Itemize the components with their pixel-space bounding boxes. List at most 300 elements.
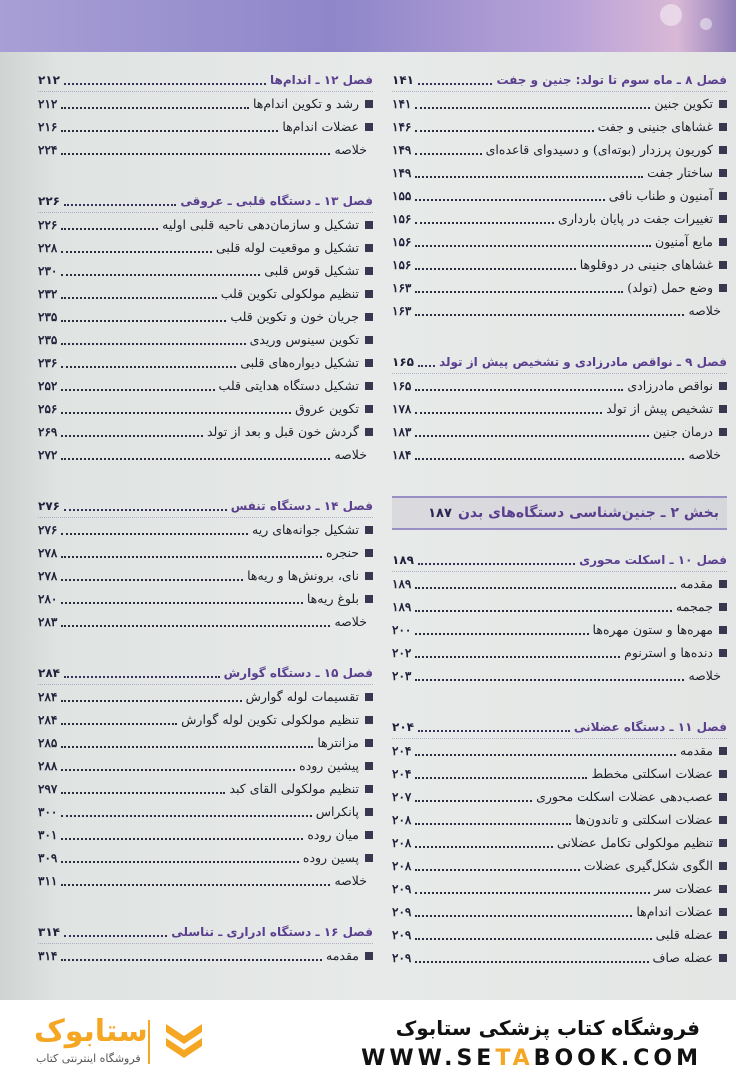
square-bullet-icon bbox=[365, 808, 373, 816]
toc-entry[interactable] bbox=[392, 923, 727, 946]
toc-entry[interactable] bbox=[38, 305, 373, 328]
entry-page-number: ۱۵۵ bbox=[392, 188, 412, 203]
leader-dots bbox=[61, 404, 291, 414]
chapter-page-number: ۱۴۱ bbox=[392, 72, 414, 87]
entry-page-number: ۲۸۸ bbox=[38, 758, 58, 773]
leader-dots bbox=[61, 617, 330, 627]
logo-wordmark: ستابوک bbox=[34, 1014, 148, 1049]
square-bullet-icon bbox=[719, 169, 727, 177]
square-bullet-icon bbox=[365, 244, 373, 252]
entry-page-number: ۳۰۱ bbox=[38, 827, 58, 842]
entry-label: دنده‌ها و استرنوم bbox=[624, 645, 713, 660]
square-bullet-icon bbox=[719, 238, 727, 246]
square-bullet-icon bbox=[719, 793, 727, 801]
entry-page-number: ۲۳۰ bbox=[38, 263, 58, 278]
setabook-logo-icon bbox=[162, 1018, 206, 1066]
entry-page-number: ۲۸۴ bbox=[38, 689, 58, 704]
toc-entry[interactable] bbox=[38, 731, 373, 754]
square-bullet-icon bbox=[365, 572, 373, 580]
toc-entry[interactable] bbox=[38, 518, 373, 541]
entry-label: کوریون پرزدار (بوته‌ای) و دسیدوای قاعده‌ای bbox=[485, 142, 713, 157]
leader-dots bbox=[61, 548, 322, 558]
toc-chapter bbox=[392, 70, 727, 322]
entry-page-number: ۲۰۹ bbox=[392, 904, 412, 919]
toc-chapter bbox=[392, 717, 727, 969]
chapter-title: فصل ۱۱ ـ دستگاه عضلانی bbox=[573, 719, 727, 734]
leader-dots bbox=[61, 427, 203, 437]
toc-chapter bbox=[38, 496, 373, 633]
entry-label: خلاصه bbox=[334, 447, 367, 462]
entry-label: الگوی شکل‌گیری عضلات bbox=[583, 858, 713, 873]
entry-page-number: ۲۸۳ bbox=[38, 614, 58, 629]
square-bullet-icon bbox=[365, 313, 373, 321]
square-bullet-icon bbox=[719, 405, 727, 413]
leader-dots bbox=[415, 306, 684, 316]
leader-dots bbox=[415, 625, 588, 635]
toc-entry[interactable] bbox=[392, 299, 727, 322]
square-bullet-icon bbox=[719, 261, 727, 269]
toc-entry[interactable] bbox=[38, 610, 373, 633]
entry-page-number: ۲۶۹ bbox=[38, 424, 58, 439]
leader-dots bbox=[64, 501, 227, 511]
chapter-page-number: ۲۷۶ bbox=[38, 498, 60, 513]
chapter-heading[interactable] bbox=[392, 70, 727, 92]
entry-label: آمنیون و طناب نافی bbox=[608, 188, 713, 203]
leader-dots bbox=[415, 861, 580, 871]
entry-label: عضله قلبی bbox=[655, 927, 713, 942]
entry-label: عضلات اندام‌ها bbox=[636, 904, 713, 919]
leader-dots bbox=[61, 876, 330, 886]
chapter-title: فصل ۱۴ ـ دستگاه تنفس bbox=[230, 498, 373, 513]
toc-entry[interactable] bbox=[38, 708, 373, 731]
leader-dots bbox=[61, 692, 241, 702]
toc-entry[interactable] bbox=[392, 900, 727, 923]
entry-page-number: ۲۹۷ bbox=[38, 781, 58, 796]
toc-entry[interactable] bbox=[392, 664, 727, 687]
square-bullet-icon bbox=[719, 954, 727, 962]
toc-entry[interactable] bbox=[392, 138, 727, 161]
square-bullet-icon bbox=[719, 146, 727, 154]
square-bullet-icon bbox=[365, 290, 373, 298]
leader-dots bbox=[61, 571, 243, 581]
leader-dots bbox=[415, 381, 623, 391]
square-bullet-icon bbox=[365, 100, 373, 108]
toc-entry[interactable] bbox=[392, 877, 727, 900]
entry-label: بلوغ ریه‌ها bbox=[306, 591, 359, 606]
leader-dots bbox=[61, 807, 311, 817]
entry-label: تشکیل و سازمان‌دهی ناحیه قلبی اولیه bbox=[162, 217, 359, 232]
store-url[interactable] bbox=[361, 1046, 702, 1071]
toc-entry[interactable] bbox=[38, 236, 373, 259]
leader-dots bbox=[418, 722, 570, 732]
toc-entry[interactable] bbox=[38, 754, 373, 777]
entry-page-number: ۱۴۶ bbox=[392, 119, 412, 134]
toc-entry[interactable] bbox=[38, 869, 373, 892]
toc-entry[interactable] bbox=[392, 420, 727, 443]
toc-entry[interactable] bbox=[392, 374, 727, 397]
entry-label: عضله صاف bbox=[652, 950, 713, 965]
leader-dots bbox=[415, 648, 620, 658]
toc-chapter bbox=[38, 922, 373, 967]
leader-dots bbox=[415, 953, 648, 963]
entry-label: جمجمه bbox=[676, 599, 713, 614]
entry-label: تنظیم مولکولی تکوین لوله گوارش bbox=[181, 712, 359, 727]
entry-page-number: ۱۶۵ bbox=[392, 378, 412, 393]
entry-page-number: ۲۳۵ bbox=[38, 332, 58, 347]
square-bullet-icon bbox=[719, 215, 727, 223]
square-bullet-icon bbox=[719, 192, 727, 200]
toc-chapter bbox=[392, 550, 727, 687]
leader-dots bbox=[61, 525, 248, 535]
part-title: بخش ۲ ـ جنین‌شناسی دستگاه‌های بدن bbox=[457, 505, 719, 521]
leader-dots bbox=[61, 358, 236, 368]
entry-page-number: ۲۰۴ bbox=[392, 743, 412, 758]
entry-label: پسین روده bbox=[302, 850, 359, 865]
entry-label: مهره‌ها و ستون مهره‌ها bbox=[592, 622, 713, 637]
entry-label: حنجره bbox=[325, 545, 359, 560]
entry-page-number: ۱۸۴ bbox=[392, 447, 412, 462]
leader-dots bbox=[61, 99, 249, 109]
chapter-title: فصل ۱۳ ـ دستگاه قلبی ـ عروقی bbox=[180, 193, 373, 208]
entry-page-number: ۲۷۲ bbox=[38, 447, 58, 462]
store-name: فروشگاه کتاب پزشکی ستابوک bbox=[395, 1016, 700, 1040]
url-part: BOOK.COM bbox=[533, 1046, 702, 1071]
entry-label: پانکراس bbox=[315, 804, 359, 819]
square-bullet-icon bbox=[365, 762, 373, 770]
leader-dots bbox=[64, 196, 176, 206]
toc-entry[interactable] bbox=[38, 92, 373, 115]
chapter-title: فصل ۱۵ ـ دستگاه گوارش bbox=[223, 665, 373, 680]
entry-label: میان روده bbox=[307, 827, 359, 842]
entry-label: مقدمه bbox=[680, 576, 713, 591]
square-bullet-icon bbox=[719, 816, 727, 824]
toc-entry[interactable] bbox=[392, 595, 727, 618]
entry-page-number: ۲۷۶ bbox=[38, 522, 58, 537]
entry-label: تقسیمات لوله گوارش bbox=[245, 689, 359, 704]
leader-dots bbox=[61, 951, 322, 961]
square-bullet-icon bbox=[719, 862, 727, 870]
entry-label: تنظیم مولکولی القای کبد bbox=[229, 781, 359, 796]
square-bullet-icon bbox=[719, 284, 727, 292]
square-bullet-icon bbox=[719, 123, 727, 131]
entry-page-number: ۲۸۵ bbox=[38, 735, 58, 750]
toc-entry[interactable] bbox=[392, 207, 727, 230]
leader-dots bbox=[61, 220, 158, 230]
square-bullet-icon bbox=[719, 603, 727, 611]
leader-dots bbox=[415, 792, 532, 802]
toc-right-column bbox=[392, 70, 727, 999]
toc-chapter bbox=[38, 191, 373, 466]
page-top-band bbox=[0, 0, 736, 52]
entry-page-number: ۱۴۹ bbox=[392, 165, 412, 180]
leader-dots bbox=[415, 122, 593, 132]
toc-entry[interactable] bbox=[38, 397, 373, 420]
leader-dots bbox=[415, 746, 676, 756]
toc-entry[interactable] bbox=[38, 282, 373, 305]
entry-label: گردش خون قبل و بعد از تولد bbox=[206, 424, 359, 439]
entry-label: خلاصه bbox=[688, 447, 721, 462]
entry-page-number: ۳۰۹ bbox=[38, 850, 58, 865]
entry-label: خلاصه bbox=[334, 614, 367, 629]
chapter-page-number: ۲۸۴ bbox=[38, 665, 60, 680]
entry-label: جریان خون و تکوین قلب bbox=[230, 309, 359, 324]
entry-page-number: ۲۰۷ bbox=[392, 789, 412, 804]
toc-entry[interactable] bbox=[392, 785, 727, 808]
leader-dots bbox=[61, 853, 299, 863]
entry-page-number: ۲۲۸ bbox=[38, 240, 58, 255]
toc-entry[interactable] bbox=[392, 831, 727, 854]
part-page-number: ۱۸۷ bbox=[428, 505, 452, 521]
square-bullet-icon bbox=[365, 831, 373, 839]
chapter-title: فصل ۸ ـ ماه سوم تا تولد: جنین و جفت bbox=[496, 72, 727, 87]
entry-page-number: ۱۶۳ bbox=[392, 280, 412, 295]
square-bullet-icon bbox=[719, 885, 727, 893]
entry-label: تشکیل دیواره‌های قلبی bbox=[240, 355, 359, 370]
square-bullet-icon bbox=[365, 785, 373, 793]
square-bullet-icon bbox=[719, 839, 727, 847]
entry-page-number: ۲۰۰ bbox=[392, 622, 412, 637]
chapter-page-number: ۲۲۶ bbox=[38, 193, 60, 208]
leader-dots bbox=[415, 237, 651, 247]
leader-dots bbox=[415, 907, 632, 917]
square-bullet-icon bbox=[719, 747, 727, 755]
toc-entry[interactable] bbox=[38, 777, 373, 800]
toc-entry[interactable] bbox=[392, 739, 727, 762]
square-bullet-icon bbox=[719, 626, 727, 634]
toc-entry[interactable] bbox=[392, 618, 727, 641]
entry-label: نای، برونش‌ها و ریه‌ها bbox=[247, 568, 359, 583]
entry-label: تغییرات جفت در پایان بارداری bbox=[558, 211, 713, 226]
toc-entry[interactable] bbox=[38, 823, 373, 846]
chapter-heading[interactable] bbox=[38, 191, 373, 213]
entry-page-number: ۱۵۶ bbox=[392, 211, 412, 226]
leader-dots bbox=[418, 75, 492, 85]
entry-label: خلاصه bbox=[334, 142, 367, 157]
toc-entry[interactable] bbox=[392, 641, 727, 664]
toc-left-column bbox=[38, 70, 373, 997]
chapter-page-number: ۲۰۴ bbox=[392, 719, 414, 734]
toc-entry[interactable] bbox=[38, 541, 373, 564]
square-bullet-icon bbox=[365, 267, 373, 275]
toc-entry[interactable] bbox=[38, 374, 373, 397]
toc-entry[interactable] bbox=[38, 944, 373, 967]
leader-dots bbox=[415, 145, 481, 155]
toc-entry[interactable] bbox=[38, 328, 373, 351]
entry-page-number: ۲۰۸ bbox=[392, 835, 412, 850]
leader-dots bbox=[61, 381, 214, 391]
toc-entry[interactable] bbox=[392, 230, 727, 253]
leader-dots bbox=[415, 930, 651, 940]
entry-page-number: ۲۵۲ bbox=[38, 378, 58, 393]
toc-entry[interactable] bbox=[392, 276, 727, 299]
entry-page-number: ۱۶۳ bbox=[392, 303, 412, 318]
leader-dots bbox=[415, 838, 553, 848]
leader-dots bbox=[61, 335, 245, 345]
leader-dots bbox=[415, 602, 672, 612]
leader-dots bbox=[61, 738, 313, 748]
leader-dots bbox=[415, 671, 684, 681]
toc-entry[interactable] bbox=[392, 161, 727, 184]
entry-label: عضلات اسکلتی و تاندون‌ها bbox=[575, 812, 713, 827]
chapter-title: فصل ۱۲ ـ اندام‌ها bbox=[270, 72, 373, 87]
toc-entry[interactable] bbox=[38, 213, 373, 236]
entry-label: مقدمه bbox=[326, 948, 359, 963]
leader-dots bbox=[415, 769, 587, 779]
leader-dots bbox=[64, 75, 266, 85]
entry-label: عصب‌دهی عضلات اسکلت محوری bbox=[536, 789, 713, 804]
toc-entry[interactable] bbox=[38, 846, 373, 869]
chapter-heading[interactable] bbox=[392, 550, 727, 572]
entry-label: رشد و تکوین اندام‌ها bbox=[253, 96, 359, 111]
entry-page-number: ۲۲۶ bbox=[38, 217, 58, 232]
leader-dots bbox=[64, 668, 220, 678]
chapter-heading[interactable] bbox=[38, 70, 373, 92]
toc-entry[interactable] bbox=[38, 259, 373, 282]
toc-chapter bbox=[392, 352, 727, 466]
entry-page-number: ۲۰۸ bbox=[392, 812, 412, 827]
square-bullet-icon bbox=[365, 405, 373, 413]
leader-dots bbox=[418, 555, 575, 565]
chapter-heading[interactable] bbox=[38, 496, 373, 518]
square-bullet-icon bbox=[719, 580, 727, 588]
leader-dots bbox=[415, 427, 649, 437]
entry-label: تشکیل دستگاه هدایتی قلب bbox=[218, 378, 359, 393]
square-bullet-icon bbox=[719, 649, 727, 657]
toc-entry[interactable] bbox=[38, 587, 373, 610]
toc-entry[interactable] bbox=[38, 138, 373, 161]
entry-page-number: ۲۷۸ bbox=[38, 545, 58, 560]
toc-entry[interactable] bbox=[38, 564, 373, 587]
entry-label: تکوین سینوس وریدی bbox=[249, 332, 359, 347]
toc-entry[interactable] bbox=[392, 946, 727, 969]
square-bullet-icon bbox=[719, 931, 727, 939]
entry-page-number: ۱۸۳ bbox=[392, 424, 412, 439]
logo-subtitle: فروشگاه اینترنتی کتاب bbox=[36, 1052, 141, 1065]
chapter-title: فصل ۱۶ ـ دستگاه ادراری ـ تناسلی bbox=[171, 924, 373, 939]
chapter-heading[interactable] bbox=[38, 663, 373, 685]
leader-dots bbox=[64, 927, 167, 937]
entry-label: مقدمه bbox=[680, 743, 713, 758]
entry-page-number: ۱۸۹ bbox=[392, 599, 412, 614]
toc-entry[interactable] bbox=[38, 685, 373, 708]
square-bullet-icon bbox=[365, 716, 373, 724]
entry-label: تشکیل و موقعیت لوله قلبی bbox=[216, 240, 359, 255]
square-bullet-icon bbox=[719, 100, 727, 108]
entry-page-number: ۲۳۲ bbox=[38, 286, 58, 301]
leader-dots bbox=[415, 815, 571, 825]
entry-page-number: ۲۰۹ bbox=[392, 881, 412, 896]
leader-dots bbox=[415, 191, 604, 201]
toc-entry[interactable] bbox=[392, 184, 727, 207]
toc-entry[interactable] bbox=[38, 115, 373, 138]
logo-divider bbox=[148, 1020, 150, 1064]
toc-chapter bbox=[38, 70, 373, 161]
toc-entry[interactable] bbox=[392, 253, 727, 276]
leader-dots bbox=[61, 830, 303, 840]
leader-dots bbox=[415, 579, 676, 589]
entry-label: نواقص مادرزادی bbox=[627, 378, 713, 393]
square-bullet-icon bbox=[365, 854, 373, 862]
square-bullet-icon bbox=[365, 595, 373, 603]
entry-label: عضلات اسکلتی مخطط bbox=[591, 766, 713, 781]
chapter-title: فصل ۹ ـ نواقص مادرزادی و تشخیص پیش از تولد bbox=[439, 354, 727, 369]
toc-entry[interactable] bbox=[392, 443, 727, 466]
entry-label: درمان جنین bbox=[652, 424, 713, 439]
entry-page-number: ۲۰۹ bbox=[392, 950, 412, 965]
leader-dots bbox=[61, 715, 177, 725]
toc-entry[interactable] bbox=[392, 92, 727, 115]
entry-label: پیشین روده bbox=[299, 758, 359, 773]
chapter-heading[interactable] bbox=[38, 922, 373, 944]
entry-label: تشکیل قوس قلبی bbox=[264, 263, 359, 278]
toc-entry[interactable] bbox=[392, 854, 727, 877]
square-bullet-icon bbox=[719, 428, 727, 436]
toc-entry[interactable] bbox=[392, 572, 727, 595]
entry-page-number: ۱۵۶ bbox=[392, 257, 412, 272]
toc-entry[interactable] bbox=[38, 351, 373, 374]
entry-page-number: ۳۱۴ bbox=[38, 948, 58, 963]
leader-dots bbox=[415, 884, 650, 894]
leader-dots bbox=[418, 357, 435, 367]
entry-page-number: ۲۸۴ bbox=[38, 712, 58, 727]
leader-dots bbox=[61, 450, 330, 460]
entry-label: تشکیل جوانه‌های ریه bbox=[252, 522, 359, 537]
entry-label: خلاصه bbox=[688, 668, 721, 683]
toc-entry[interactable] bbox=[392, 808, 727, 831]
toc-entry[interactable] bbox=[392, 762, 727, 785]
entry-label: غشاهای جنینی در دوقلوها bbox=[579, 257, 713, 272]
entry-page-number: ۲۰۸ bbox=[392, 858, 412, 873]
toc-entry[interactable] bbox=[38, 420, 373, 443]
leader-dots bbox=[61, 243, 212, 253]
leader-dots bbox=[61, 312, 226, 322]
leader-dots bbox=[61, 289, 216, 299]
part-heading[interactable] bbox=[392, 496, 727, 530]
entry-page-number: ۲۸۰ bbox=[38, 591, 58, 606]
entry-page-number: ۲۱۲ bbox=[38, 96, 58, 111]
entry-page-number: ۱۴۹ bbox=[392, 142, 412, 157]
square-bullet-icon bbox=[719, 382, 727, 390]
decorative-bubble-icon bbox=[700, 18, 712, 30]
square-bullet-icon bbox=[365, 952, 373, 960]
entry-label: خلاصه bbox=[334, 873, 367, 888]
square-bullet-icon bbox=[719, 908, 727, 916]
leader-dots bbox=[61, 594, 303, 604]
chapter-heading[interactable] bbox=[392, 717, 727, 739]
entry-label: عضلات اندام‌ها bbox=[282, 119, 359, 134]
setabook-logo[interactable] bbox=[26, 1014, 246, 1070]
leader-dots bbox=[415, 99, 650, 109]
leader-dots bbox=[415, 260, 575, 270]
toc-entry[interactable] bbox=[392, 115, 727, 138]
entry-label: تکوین جنین bbox=[654, 96, 713, 111]
toc-entry[interactable] bbox=[38, 800, 373, 823]
entry-page-number: ۲۳۶ bbox=[38, 355, 58, 370]
entry-page-number: ۲۲۴ bbox=[38, 142, 58, 157]
entry-page-number: ۲۰۹ bbox=[392, 927, 412, 942]
entry-label: مزانترها bbox=[317, 735, 359, 750]
entry-label: تنظیم مولکولی تکوین قلب bbox=[220, 286, 359, 301]
entry-label: غشاهای جنینی و جفت bbox=[597, 119, 713, 134]
toc-entry[interactable] bbox=[392, 397, 727, 420]
store-footer bbox=[0, 1000, 736, 1080]
toc-entry[interactable] bbox=[38, 443, 373, 466]
leader-dots bbox=[415, 214, 554, 224]
square-bullet-icon bbox=[365, 123, 373, 131]
entry-page-number: ۲۳۵ bbox=[38, 309, 58, 324]
decorative-bubble-icon bbox=[660, 4, 682, 26]
chapter-heading[interactable] bbox=[392, 352, 727, 374]
